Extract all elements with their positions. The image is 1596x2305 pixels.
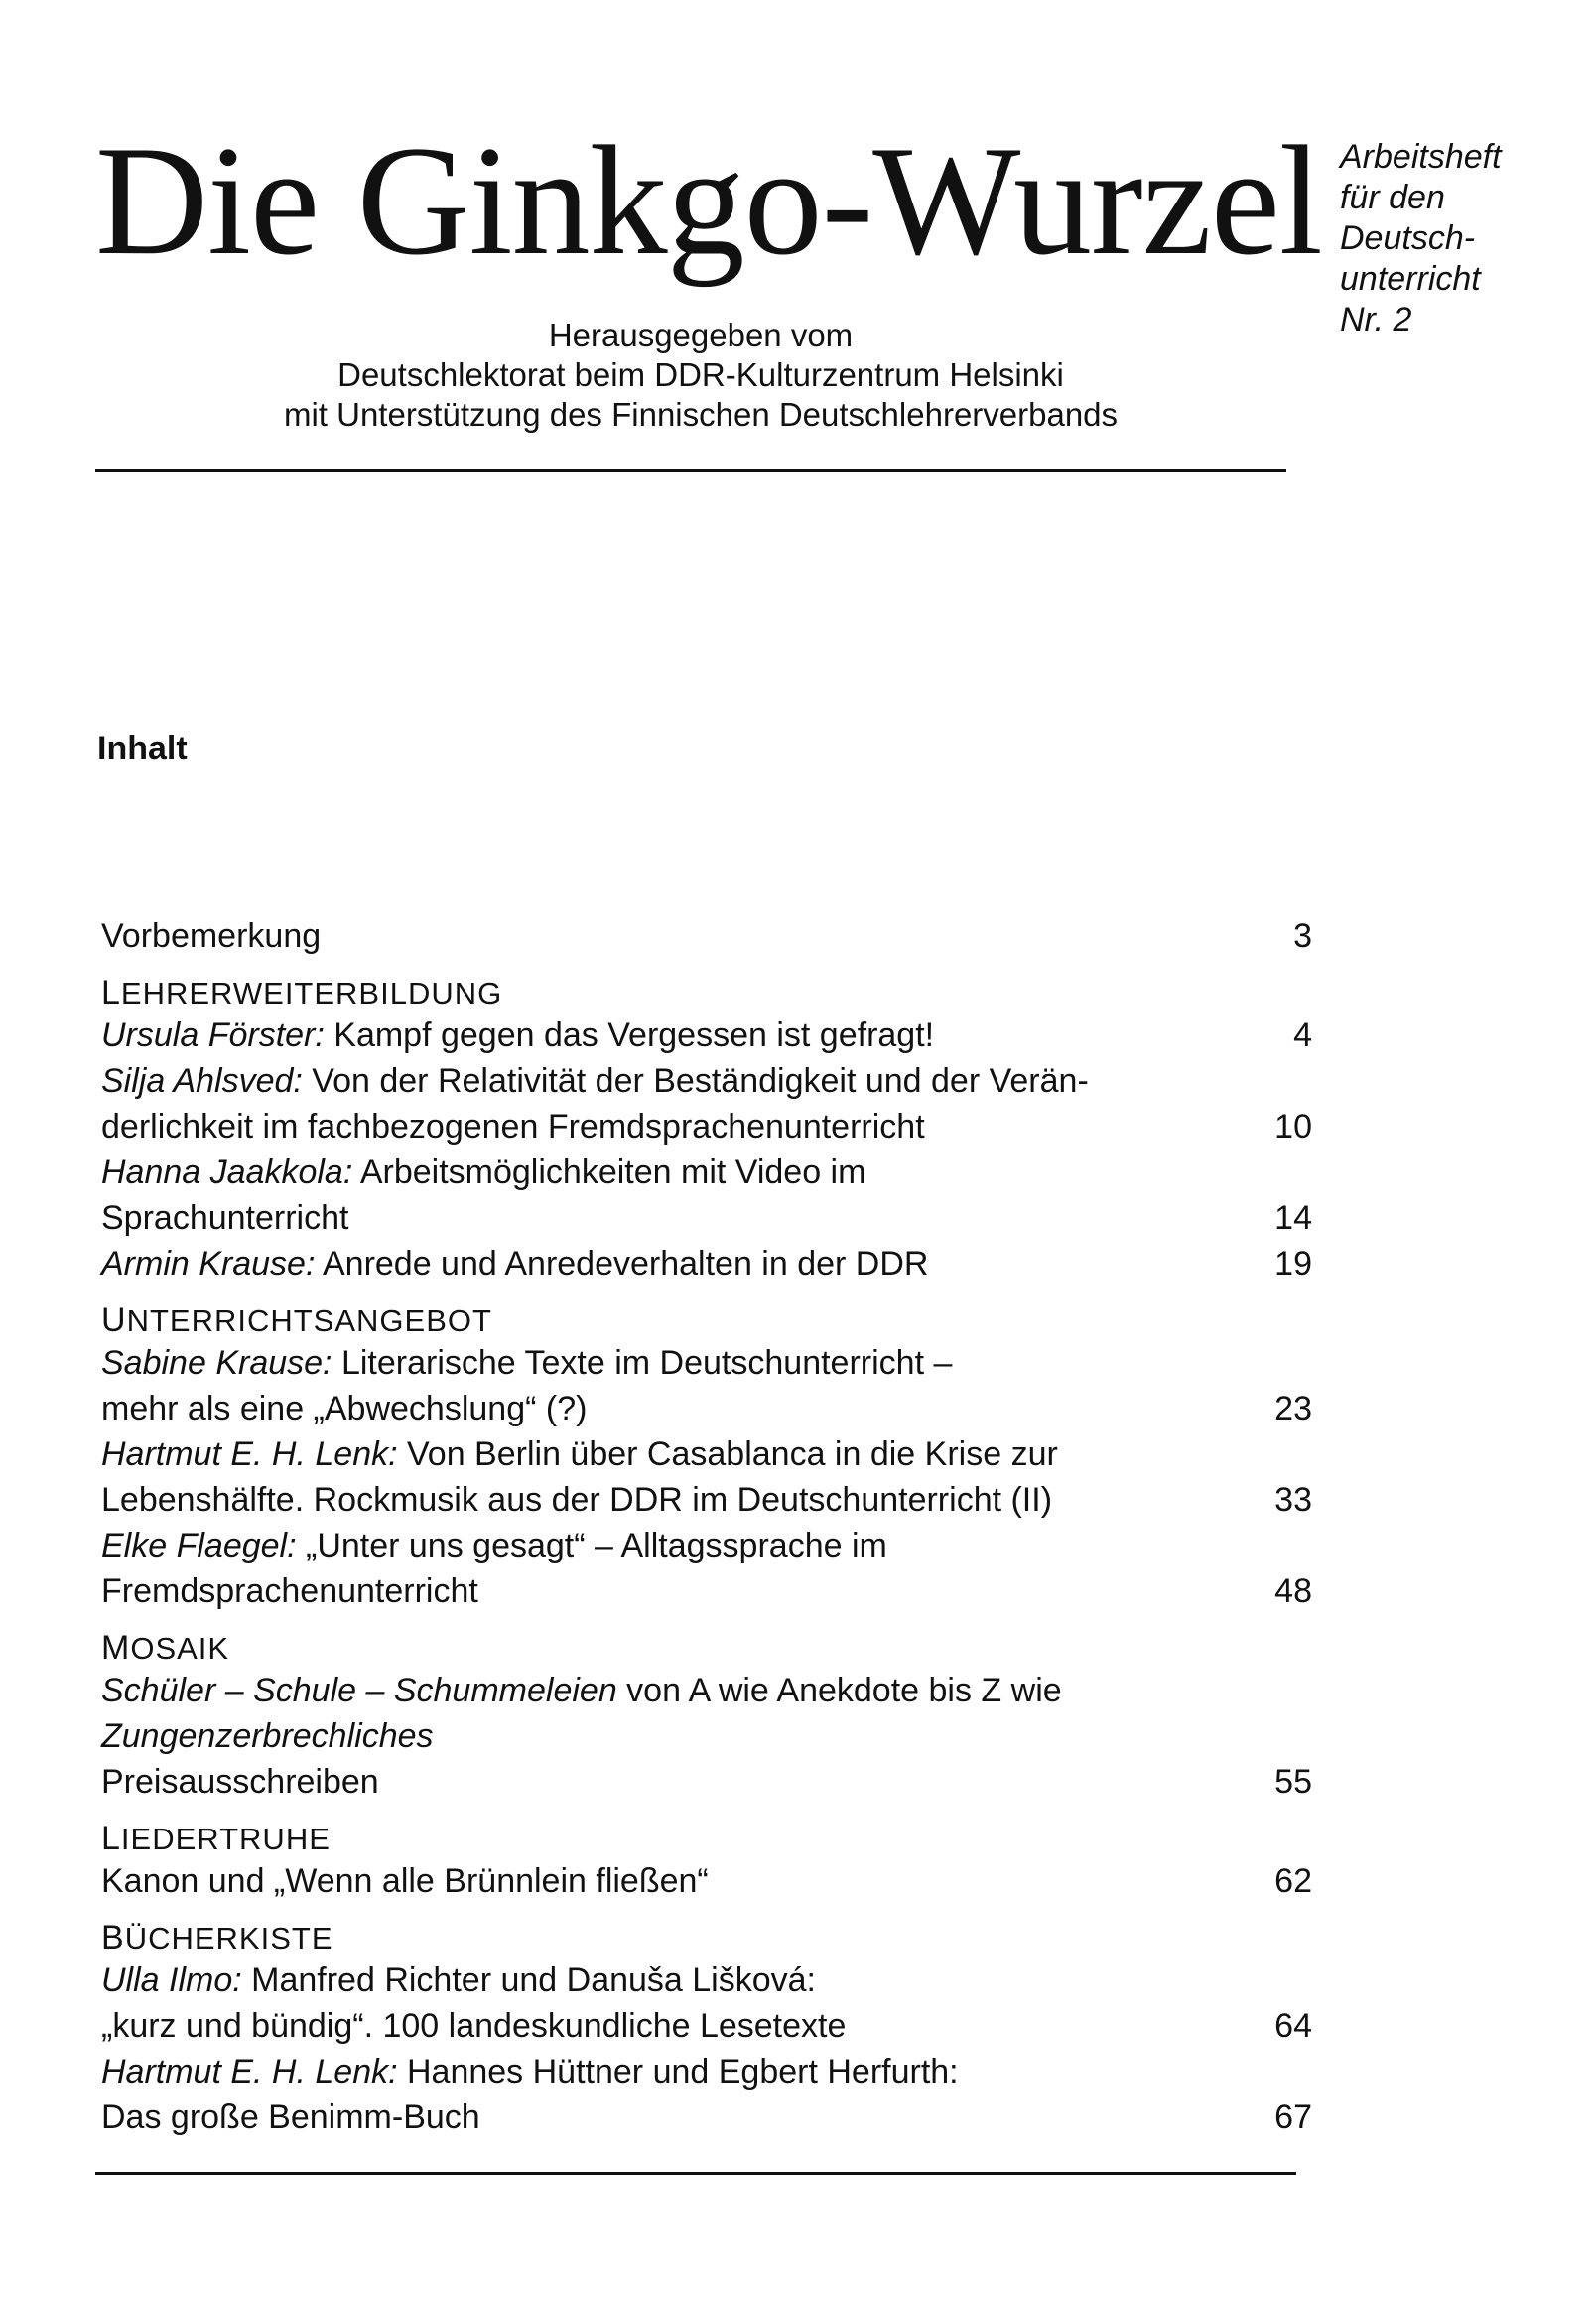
toc-entry-line [101,1523,1312,1568]
section-rest: IEDERTRUHE [120,1822,331,1856]
issue-sidenote [1340,137,1578,340]
toc-entry-text: Arbeitsmöglichkeiten mit Video im [352,1153,866,1191]
section-rest: OSAIK [130,1631,230,1666]
toc-page-number: 4 [1293,1017,1312,1054]
section-initial: M [101,1629,131,1667]
sidenote-line: für den [1340,179,1445,216]
toc-entry-text: derlichkeit im fachbezogenen Fremdsprachenunterricht [101,1108,925,1146]
toc-entry-line [101,1241,1312,1287]
toc-entry-text: Lebenshälfte. Rockmusik aus der DDR im Deutschunterricht (II) [101,1481,1053,1519]
publisher-line: Herausgegeben vom [548,317,854,353]
toc-entry-author: Ulla Ilmo: [101,1962,242,1999]
toc-entry-line [101,1858,1312,1904]
sidenote-line: Arbeitsheft [1340,138,1502,176]
toc-entry-line [101,1958,1312,2003]
sidenote-line: unterricht [1340,260,1481,298]
journal-title: Die Ginkgo-Wurzel [95,114,1322,288]
toc-entry-line [101,1759,1312,1805]
section-rest: EHRERWEITERBILDUNG [120,976,503,1011]
toc-page-number: 62 [1274,1862,1312,1900]
toc-entry-line [101,2095,1312,2140]
issue-number: Nr. 2 [1340,301,1412,339]
toc-entry-vorbemerkung [101,913,1312,959]
toc-entry-text: Kampf gegen das Vergessen ist gefragt! [324,1017,935,1054]
toc-entry-text: „Unter uns gesagt“ – Alltagssprache im [296,1527,887,1564]
toc-section-heading [101,973,1312,1013]
toc-entry-text: Von der Relativität der Beständigkeit und der Verän- [302,1062,1089,1100]
toc-page-number: 19 [1274,1245,1312,1283]
toc-entry-text: Manfred Richter und Danuša Lišková: [241,1962,817,1999]
section-initial: B [101,1919,125,1957]
toc-page-number: 23 [1274,1390,1312,1427]
toc-entry-author: Elke Flaegel: [101,1527,297,1564]
publisher-line: Deutschlektorat beim DDR-Kulturzentrum Helsinki [337,356,1064,393]
toc-entry-text: Preisausschreiben [101,1763,379,1801]
toc-entry-line [101,2003,1312,2049]
toc-entry-line [101,1104,1312,1150]
top-divider [95,469,1286,472]
toc-entry-author: Hartmut E. H. Lenk: [101,1435,398,1473]
toc-page-number: 10 [1274,1108,1312,1146]
toc-entry-author: Hanna Jaakkola: [101,1153,353,1191]
toc-entry-line [101,1386,1312,1431]
toc-section-heading [101,1628,1312,1668]
toc-entry-line [101,2049,1312,2095]
toc-entry-text: Hannes Hüttner und Egbert Herfurth: [397,2053,959,2091]
section-rest: NTERRICHTSANGEBOT [126,1303,492,1338]
toc-entry-line [101,1713,1312,1759]
toc-sections [101,973,1312,2140]
toc-entry-author: Zungenzerbrechliches [101,1717,434,1755]
toc-entry-text: „kurz und bündig“. 100 landeskundliche Lesetexte [101,2007,847,2045]
toc-page-number: 48 [1274,1572,1312,1610]
toc-entry-line [101,1058,1312,1104]
toc-entry-author: Silja Ahlsved: [101,1062,303,1100]
toc-section-heading [101,1300,1312,1340]
toc-entry-text: Sprachunterricht [101,1199,349,1237]
section-initial: L [101,1820,121,1857]
section-initial: L [101,974,121,1012]
toc-entry-author: Schüler – Schule – Schummeleien [101,1672,617,1709]
toc-entry-text: Kanon und „Wenn alle Brünnlein fließen“ [101,1862,709,1900]
toc-entry-text: Fremdsprachenunterricht [101,1572,478,1610]
toc-page-number: 33 [1274,1481,1312,1519]
section-initial: U [101,1301,127,1339]
section-rest: ÜCHERKISTE [124,1921,333,1956]
toc-entry-author: Hartmut E. H. Lenk: [101,2053,398,2091]
toc-page-number: 55 [1274,1763,1312,1801]
toc-page-number: 3 [1293,917,1312,955]
contents-heading: Inhalt [97,730,188,767]
toc-entry-line [101,1568,1312,1614]
toc-entry-line [101,1340,1312,1386]
toc-section-heading [101,1918,1312,1958]
toc-section-heading [101,1819,1312,1858]
toc-entry-text: Anrede und Anredeverhalten in der DDR [315,1245,929,1283]
toc-entry-line [101,1150,1312,1195]
toc-entry-line [101,1431,1312,1477]
toc-entry-text: von A wie Anekdote bis Z wie [616,1672,1062,1709]
toc-entry-line [101,1013,1312,1058]
bottom-divider [95,2172,1296,2175]
sidenote-line: Deutsch- [1340,219,1476,257]
publisher-block [95,316,1306,435]
toc-entry-text: mehr als eine „Abwechslung“ (?) [101,1390,588,1427]
toc-entry-line [101,1668,1312,1713]
toc-entry-line [101,1195,1312,1241]
table-of-contents [101,913,1312,2140]
publisher-line: mit Unterstützung des Finnischen Deutschlehrerverbands [283,396,1119,433]
toc-entry-text: Vorbemerkung [101,917,322,955]
toc-page-number: 14 [1274,1199,1312,1237]
toc-entry-author: Armin Krause: [101,1245,316,1283]
toc-entry-line [101,1477,1312,1523]
toc-entry-text: Von Berlin über Casablanca in die Krise zur [397,1435,1058,1473]
toc-entry-text: Literarische Texte im Deutschunterricht – [332,1344,953,1382]
toc-page-number: 64 [1274,2007,1312,2045]
toc-entry-author: Sabine Krause: [101,1344,332,1382]
toc-entry-text: Das große Benimm-Buch [101,2099,480,2136]
toc-entry-author: Ursula Förster: [101,1017,325,1054]
toc-page-number: 67 [1274,2099,1312,2136]
